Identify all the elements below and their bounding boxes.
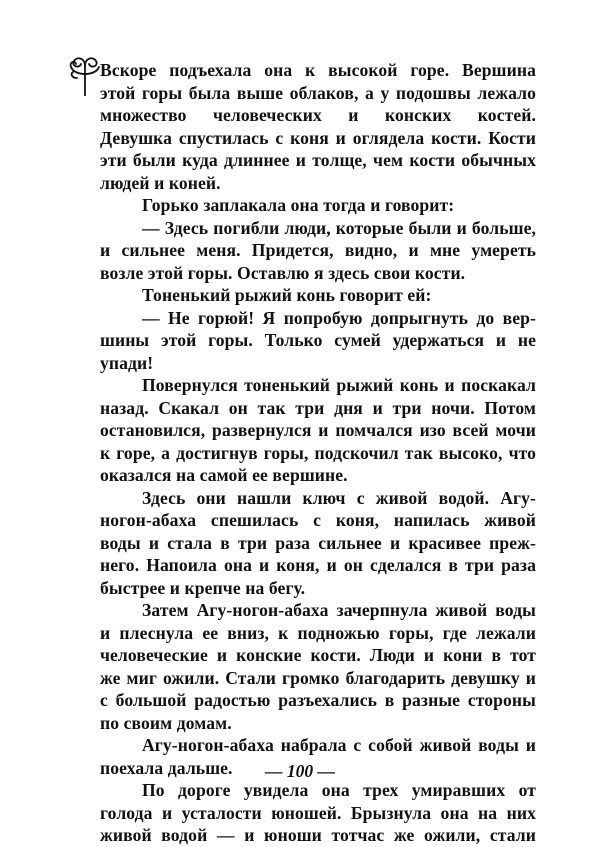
text-line: Агу-ногон-абаха набрала с собой живой воды и: [142, 735, 536, 755]
text-line: к горе, а достигнув горы, подскочил так высоко, что: [100, 442, 536, 463]
text-line: Здесь они нашли ключ с живой водой. Агу-: [142, 487, 536, 508]
text-line: По дороге увидела она трех умиравших от: [142, 780, 536, 800]
text-line: эти были куда длиннее и толще, чем кости обычных: [100, 150, 536, 170]
text-line: него. Напоила она и коня, и он сделался в три раза: [100, 555, 536, 575]
text-line: быстрее и крепче на бегу.: [100, 577, 306, 598]
celtic-knot-ornament-icon: [67, 52, 101, 96]
text-line: Тоненький рыжий конь говорит ей:: [142, 285, 432, 305]
text-line: поехала дальше.: [100, 757, 233, 778]
text-line: оказался на самой ее вершине.: [100, 465, 348, 485]
text-line: воды и стала в три раза сильнее и красивее преж-: [100, 532, 536, 553]
page-number: — 100 —: [265, 761, 335, 781]
text-line: Вскоре подъехала она к высокой горе. Вершина: [100, 60, 536, 80]
story-text: [100, 59, 536, 847]
text-line: назад. Скакал он так три дня и три ночи. Потом: [100, 397, 536, 418]
text-line: голода и усталости юношей. Брызнула она на них: [100, 802, 536, 823]
text-line: множество человеческих и конских костей.: [100, 105, 536, 125]
text-line: остановился, развернулся и помчался изо всей мочи: [100, 420, 536, 440]
text-line: и сильнее меня. Придется, видно, и мне умереть: [100, 240, 536, 260]
text-line: людей и коней.: [100, 172, 221, 193]
text-line: человеческие и конские кости. Люди и кони в тот: [100, 645, 536, 665]
text-line: Повернулся тоненький рыжий конь и поскакал: [142, 375, 536, 395]
text-line: шины этой горы. Только сумей удержаться и не: [100, 330, 536, 350]
text-line: ногон-абаха спешилась с коня, напилась живой: [100, 510, 536, 530]
text-line: этой горы была выше облаков, а у подошвы лежало: [100, 82, 536, 103]
text-line: — Не горюй! Я попробую допрыгнуть до вер-: [142, 307, 536, 328]
text-line: с большой радостью разъехались в разные стороны: [100, 690, 536, 710]
text-line: Девушка спустилась с коня и оглядела кости. Кости: [100, 127, 536, 148]
text-line: живой водой — и юноши тотчас же ожили, стали: [100, 825, 536, 845]
text-line: — Здесь погибли люди, которые были и больше,: [142, 217, 536, 238]
text-line: Горько заплакала она тогда и говорит:: [142, 195, 455, 215]
text-line: Затем Агу-ногон-абаха зачерпнула живой воды: [142, 600, 536, 620]
text-line: упади!: [100, 352, 154, 373]
text-line: же миг ожили. Стали громко благодарить девушку и: [100, 667, 536, 688]
text-line: по своим домам.: [100, 712, 232, 733]
text-line: и плеснула ее вниз, к подножью горы, где лежали: [100, 622, 536, 643]
text-line: возле этой горы. Оставлю я здесь свои кости.: [100, 262, 466, 283]
